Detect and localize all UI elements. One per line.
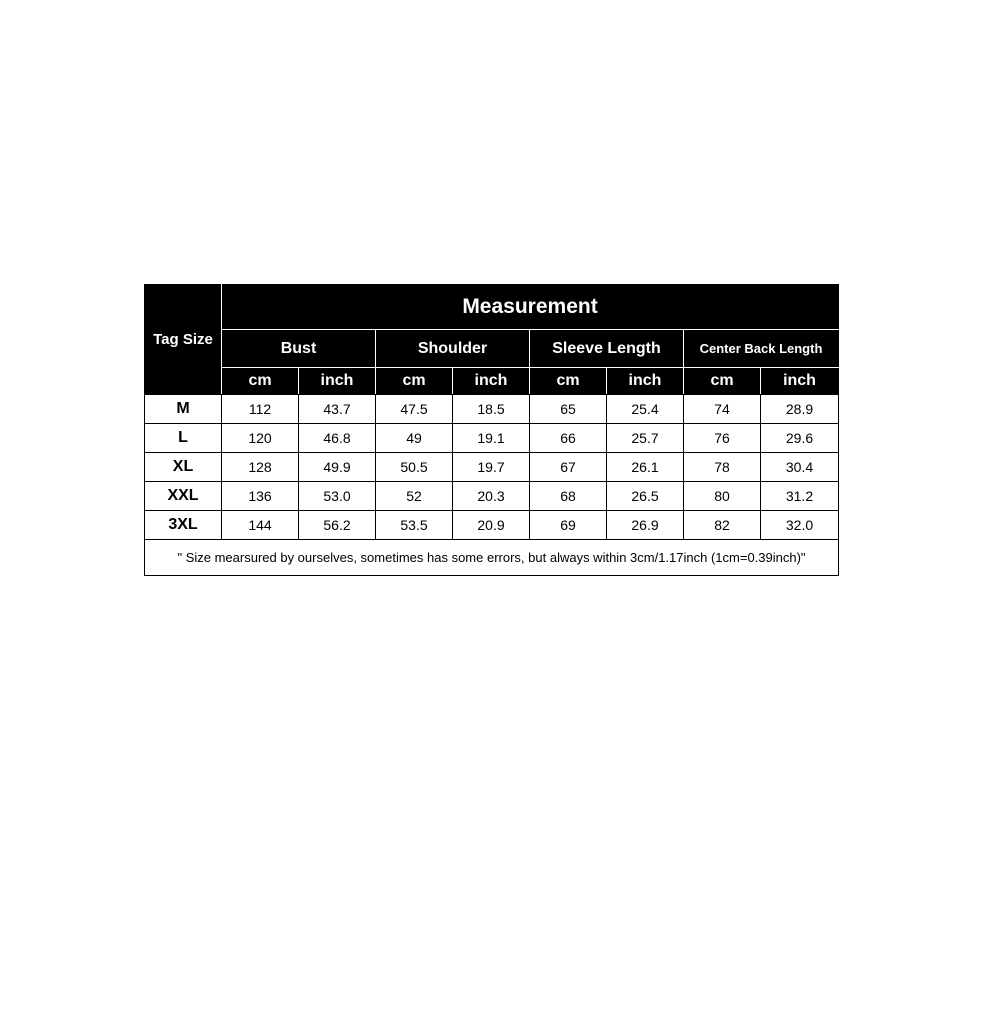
unit-header: inch — [453, 368, 530, 395]
table-row — [145, 453, 839, 482]
unit-header: cm — [684, 368, 761, 395]
table-cell: 25.7 — [607, 424, 684, 453]
table-cell: 18.5 — [453, 395, 530, 424]
table-cell: 68 — [530, 482, 607, 511]
unit-header: inch — [299, 368, 376, 395]
table-cell: 26.1 — [607, 453, 684, 482]
table-cell: 20.9 — [453, 511, 530, 540]
table-cell: 19.7 — [453, 453, 530, 482]
measurement-title: Measurement — [222, 285, 839, 330]
table-cell: 128 — [222, 453, 299, 482]
note-row — [145, 540, 839, 576]
table-cell: 74 — [684, 395, 761, 424]
table-cell: 26.9 — [607, 511, 684, 540]
group-header-bust: Bust — [222, 330, 376, 368]
table-row — [145, 424, 839, 453]
table-row — [145, 511, 839, 540]
table-cell: 20.3 — [453, 482, 530, 511]
table-cell: 52 — [376, 482, 453, 511]
table-cell: 80 — [684, 482, 761, 511]
group-header-center-back-length: Center Back Length — [684, 330, 839, 368]
unit-header: inch — [761, 368, 839, 395]
table-row — [145, 482, 839, 511]
table-cell: 65 — [530, 395, 607, 424]
table-cell: 31.2 — [761, 482, 839, 511]
size-chart-table — [144, 284, 839, 576]
tag-size-header: Tag Size — [145, 285, 222, 395]
table-cell: 78 — [684, 453, 761, 482]
size-note: " Size mearsured by ourselves, sometimes has some errors, but always within 3cm/1.17inch (1cm=0.39inch)" — [145, 540, 839, 576]
table-cell: 53.5 — [376, 511, 453, 540]
group-header-sleeve-length: Sleeve Length — [530, 330, 684, 368]
unit-header: cm — [376, 368, 453, 395]
table-cell: 32.0 — [761, 511, 839, 540]
table-cell: 82 — [684, 511, 761, 540]
table-cell: 47.5 — [376, 395, 453, 424]
table-cell: 29.6 — [761, 424, 839, 453]
unit-header: cm — [222, 368, 299, 395]
table-cell: 28.9 — [761, 395, 839, 424]
table-cell: 49.9 — [299, 453, 376, 482]
table-cell: 67 — [530, 453, 607, 482]
table-row — [145, 395, 839, 424]
table-cell: 49 — [376, 424, 453, 453]
table-cell: 112 — [222, 395, 299, 424]
table-cell: 56.2 — [299, 511, 376, 540]
table-cell: 26.5 — [607, 482, 684, 511]
group-header-shoulder: Shoulder — [376, 330, 530, 368]
table-cell: 69 — [530, 511, 607, 540]
table-cell: 30.4 — [761, 453, 839, 482]
tag-size-cell: 3XL — [145, 511, 222, 540]
tag-size-cell: M — [145, 395, 222, 424]
table-cell: 144 — [222, 511, 299, 540]
tag-size-cell: L — [145, 424, 222, 453]
table-cell: 53.0 — [299, 482, 376, 511]
table-cell: 46.8 — [299, 424, 376, 453]
unit-header: inch — [607, 368, 684, 395]
table-cell: 76 — [684, 424, 761, 453]
table-cell: 66 — [530, 424, 607, 453]
table-cell: 120 — [222, 424, 299, 453]
tag-size-cell: XL — [145, 453, 222, 482]
tag-size-cell: XXL — [145, 482, 222, 511]
table-cell: 50.5 — [376, 453, 453, 482]
table-cell: 43.7 — [299, 395, 376, 424]
unit-header: cm — [530, 368, 607, 395]
table-cell: 19.1 — [453, 424, 530, 453]
table-cell: 136 — [222, 482, 299, 511]
table-cell: 25.4 — [607, 395, 684, 424]
